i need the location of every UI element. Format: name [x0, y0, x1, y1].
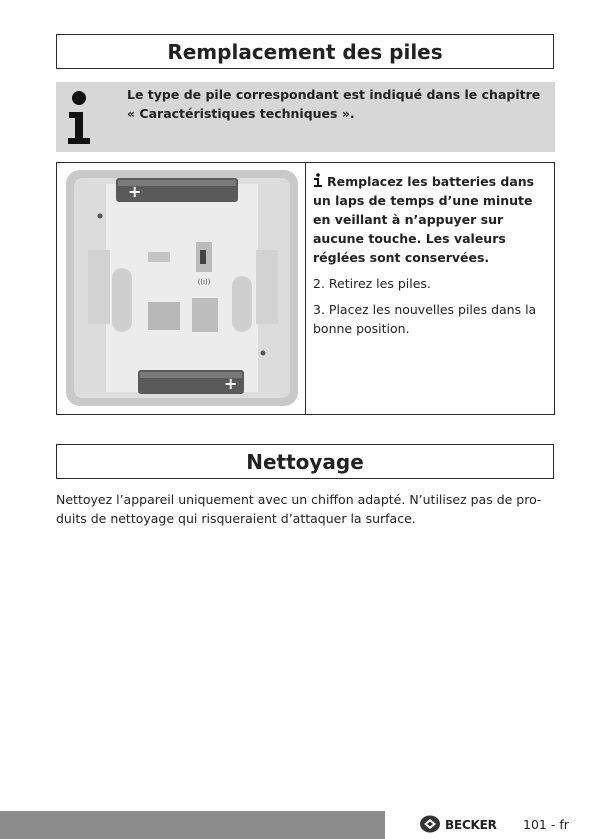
- info-icon: [64, 88, 94, 144]
- radio-symbol-icon: ((ı)): [197, 278, 211, 286]
- page-number: 101 - fr: [523, 817, 569, 832]
- note-text: Le type de pile correspondant est indiqué dans le chapitre « Caractéristiques techniques ».: [127, 87, 541, 121]
- section-title-battery: Remplacement des piles: [56, 34, 554, 69]
- info-icon-small: [313, 173, 323, 187]
- battery-plus-bottom: +: [224, 374, 238, 393]
- footer-bar: [0, 811, 385, 839]
- step-1: [313, 172, 549, 267]
- cleaning-text: Nettoyez l’appareil uniquement avec un chiffon adapté. N’utilisez pas de produits de nettoyage qui risqueraient d’attaquer la surface.: [56, 492, 542, 526]
- section-title-cleaning: Nettoyage: [56, 444, 554, 479]
- step-2: 2. Retirez les piles.: [313, 276, 431, 291]
- battery-plus-top: +: [128, 182, 142, 201]
- step-3: 3. Placez les nouvelles piles dans la bonne position.: [313, 302, 537, 336]
- step-1-text: Remplacez les batteries dans un laps de temps d’une minute en veillant à n’appuyer sur aucune touche. Les valeurs réglées sont conservées.: [313, 174, 535, 265]
- device-back-illustration: [66, 170, 298, 406]
- steps: [313, 172, 549, 345]
- becker-logo-icon: [419, 815, 441, 833]
- table-divider: [305, 163, 306, 414]
- brand-name: BECKER: [445, 818, 497, 832]
- info-note: [56, 82, 555, 152]
- battery-steps-table: [56, 162, 555, 415]
